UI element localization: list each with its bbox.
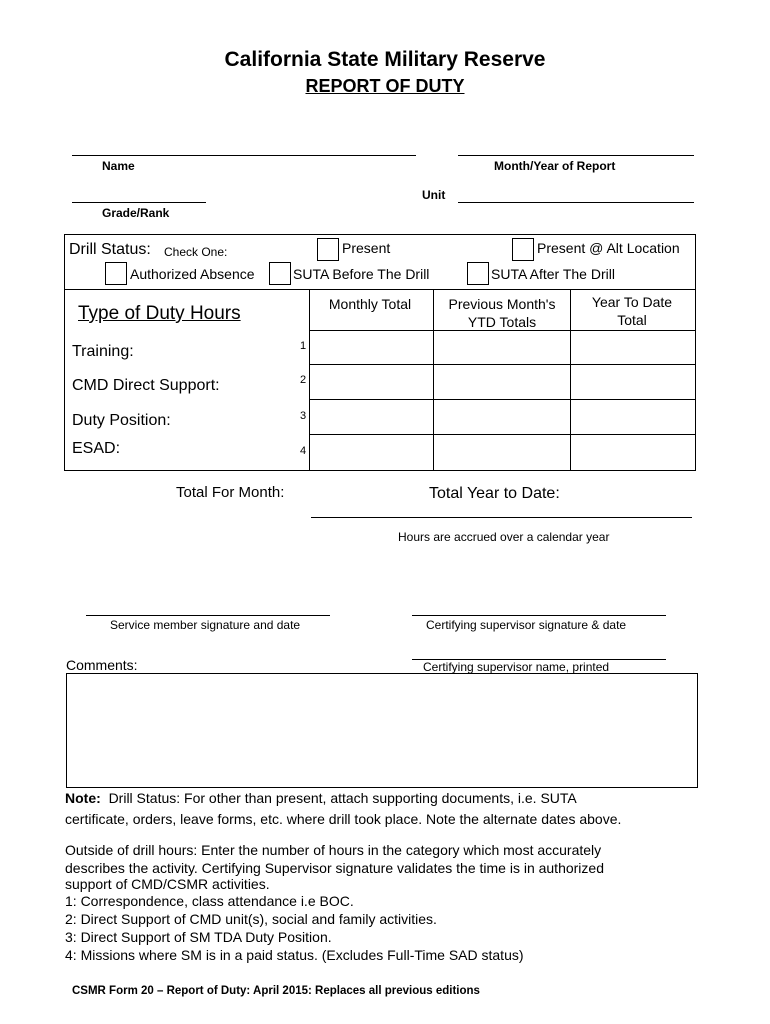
col-monthly-total: Monthly Total [328,296,412,312]
esad-monthly-cell[interactable] [310,435,433,469]
duty-position-ytd-cell[interactable] [571,400,694,434]
table-heading: Type of Duty Hours [78,303,241,324]
unit-field-line[interactable] [458,202,694,203]
row-training-num: 1 [300,340,307,352]
accrual-note: Hours are accrued over a calendar year [398,530,610,544]
form-footer: CSMR Form 20 – Report of Duty: April 2015: Replaces all previous editions [72,985,480,997]
unit-label: Unit [422,188,446,202]
form-subtitle: REPORT OF DUTY [305,76,465,96]
total-year-to-date-label: Total Year to Date: [429,485,560,502]
month-year-field-line[interactable] [458,155,694,156]
cmd-support-ytd-cell[interactable] [571,365,694,399]
outside-drill-line-3: support of CMD/CSMR activities. [65,876,270,892]
note-item-4: 4: Missions where SM is in a paid status. (Excludes Full-Time SAD status) [65,947,524,963]
note-line-2: certificate, orders, leave forms, etc. where drill took place. Note the alternate dates above. [65,811,622,827]
esad-ytd-cell[interactable] [571,435,694,469]
grade-rank-field-line[interactable] [72,202,206,203]
comments-label: Comments: [66,657,138,673]
total-field-line[interactable] [311,517,692,518]
training-monthly-cell[interactable] [310,331,433,364]
note-label: Note: [65,790,101,806]
outside-drill-line-1: Outside of drill hours: Enter the number of hours in the category which most accurately [65,842,602,858]
suta-after-checkbox[interactable] [467,262,489,285]
row-esad-num: 4 [300,445,307,457]
col-year-to-date: Year To Date Total [591,294,673,328]
authorized-absence-checkbox[interactable] [105,262,127,285]
supervisor-name-label: Certifying supervisor name, printed [423,660,610,674]
row-duty-position-label: Duty Position: [72,412,171,429]
cmd-support-monthly-cell[interactable] [310,365,433,399]
grade-rank-label: Grade/Rank [102,206,170,220]
note-item-1: 1: Correspondence, class attendance i.e BOC. [65,893,354,909]
total-for-month-label: Total For Month: [176,484,285,501]
present-label: Present [342,240,391,256]
row-cmd-support-label: CMD Direct Support: [72,377,220,394]
note-line-1 [65,789,665,807]
member-signature-label: Service member signature and date [110,618,301,632]
check-one-label: Check One: [164,245,228,259]
training-prev-ytd-cell[interactable] [434,331,570,364]
suta-before-label: SUTA Before The Drill [293,266,430,282]
note-line-1-text: Drill Status: For other than present, attach supporting documents, i.e. SUTA [108,790,577,806]
row-training-label: Training: [72,343,134,360]
row-cmd-support-num: 2 [300,374,307,386]
present-alt-location-checkbox[interactable] [512,238,534,261]
duty-position-prev-ytd-cell[interactable] [434,400,570,434]
present-alt-location-label: Present @ Alt Location [537,240,680,256]
col-previous-ytd: Previous Month's YTD Totals [448,296,556,330]
cmd-support-prev-ytd-cell[interactable] [434,365,570,399]
training-ytd-cell[interactable] [571,331,694,364]
note-item-2: 2: Direct Support of CMD unit(s), social and family activities. [65,911,437,927]
row-duty-position-num: 3 [300,410,307,422]
name-field-line[interactable] [72,155,416,156]
suta-before-checkbox[interactable] [269,262,291,285]
supervisor-signature-line[interactable] [412,615,666,616]
esad-prev-ytd-cell[interactable] [434,435,570,469]
month-year-label: Month/Year of Report [494,159,616,173]
authorized-absence-label: Authorized Absence [130,266,255,282]
form-title: California State Military Reserve [224,48,546,71]
suta-after-label: SUTA After The Drill [491,266,615,282]
drill-status-label: Drill Status: [69,241,151,258]
member-signature-line[interactable] [86,615,330,616]
comments-box[interactable] [66,673,698,788]
row-esad-label: ESAD: [72,440,121,457]
present-checkbox[interactable] [317,238,339,261]
duty-position-monthly-cell[interactable] [310,400,433,434]
note-item-3: 3: Direct Support of SM TDA Duty Position. [65,929,332,945]
supervisor-signature-label: Certifying supervisor signature & date [426,618,627,632]
outside-drill-line-2: describes the activity. Certifying Supervisor signature validates the time is in authorized [65,860,604,876]
name-label: Name [102,159,135,173]
